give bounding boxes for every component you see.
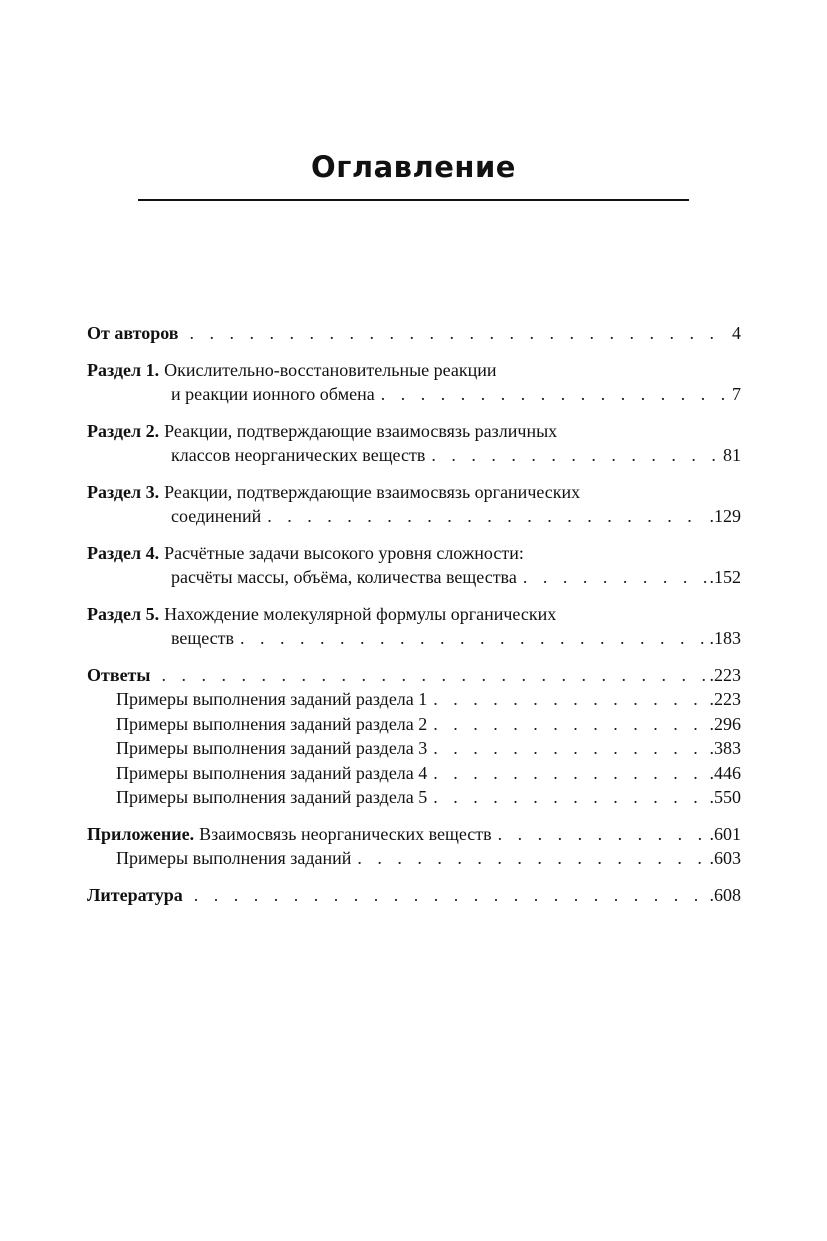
- section-label: Раздел 5.: [87, 603, 160, 624]
- section-label: Раздел 4.: [87, 542, 160, 563]
- toc-subentry[interactable]: [87, 736, 741, 761]
- title-rule: [138, 199, 689, 201]
- page-title: Оглавление: [311, 150, 516, 184]
- dot-leader: [523, 565, 707, 590]
- entry-title-cont: расчёты массы, объёма, количества вещества: [171, 567, 517, 587]
- section-label: Раздел 1.: [87, 359, 160, 380]
- dot-leader: [190, 321, 729, 346]
- toc-entry-section-2[interactable]: [87, 419, 741, 468]
- entry-title: Окислительно-восстановительные реакции: [164, 359, 497, 380]
- page-number: .183: [709, 628, 741, 648]
- page-number: .383: [709, 738, 741, 758]
- toc-subentry[interactable]: [87, 761, 741, 786]
- entry-title: Примеры выполнения заданий раздела 4: [116, 762, 428, 783]
- entry-title: Реакции, подтверждающие взаимосвязь органических: [164, 481, 581, 502]
- entry-title: Расчётные задачи высокого уровня сложности:: [164, 542, 524, 563]
- toc-entry-answers[interactable]: [87, 663, 741, 688]
- entry-title: Нахождение молекулярной формулы органических: [164, 603, 557, 624]
- page-number: 81: [723, 445, 741, 465]
- entry-title: От авторов: [87, 323, 179, 343]
- entry-title-cont: веществ: [171, 628, 235, 648]
- section-label: Раздел 3.: [87, 481, 160, 502]
- toc-subentry[interactable]: [87, 785, 741, 810]
- page-number: 4: [732, 323, 741, 343]
- page-number: .446: [709, 762, 741, 783]
- entry-title: Реакции, подтверждающие взаимосвязь различных: [164, 420, 558, 441]
- dot-leader: [498, 822, 707, 847]
- entry-title: Примеры выполнения заданий раздела 1: [116, 689, 428, 709]
- table-of-contents: [87, 321, 741, 907]
- section-label: Приложение.: [87, 823, 195, 844]
- dot-leader: [161, 663, 706, 688]
- page-number: .550: [709, 787, 741, 807]
- toc-entry-section-5[interactable]: [87, 602, 741, 651]
- toc-subentry[interactable]: [87, 846, 741, 871]
- entry-title-cont: соединений: [171, 506, 262, 526]
- entry-title: Взаимосвязь неорганических веществ: [199, 823, 492, 844]
- toc-entry-literature[interactable]: [87, 883, 741, 908]
- page-number: .601: [709, 823, 741, 844]
- toc-entry-section-3[interactable]: [87, 480, 741, 529]
- dot-leader: [433, 761, 706, 786]
- toc-entry-authors[interactable]: [87, 321, 741, 346]
- page-number: .223: [709, 664, 741, 685]
- dot-leader: [433, 712, 706, 737]
- toc-entry-section-1[interactable]: [87, 358, 741, 407]
- dot-leader: [381, 382, 729, 407]
- page-number: .603: [709, 848, 741, 868]
- toc-entry-appendix[interactable]: [87, 822, 741, 847]
- dot-leader: [357, 846, 706, 871]
- entry-title: Примеры выполнения заданий раздела 3: [116, 738, 428, 758]
- entry-title-cont: и реакции ионного обмена: [171, 384, 375, 404]
- toc-entry-section-4[interactable]: [87, 541, 741, 590]
- page-number: .223: [709, 689, 741, 709]
- page-number: .152: [709, 567, 741, 587]
- dot-leader: [240, 626, 706, 651]
- dot-leader: [267, 504, 706, 529]
- page-number: .129: [709, 506, 741, 526]
- entry-title: Примеры выполнения заданий раздела 2: [116, 713, 428, 734]
- entry-title: Литература: [87, 884, 183, 905]
- page-number: 7: [732, 384, 741, 404]
- dot-leader: [433, 785, 706, 810]
- entry-title: Примеры выполнения заданий раздела 5: [116, 787, 428, 807]
- toc-subentry[interactable]: [87, 712, 741, 737]
- dot-leader: [431, 443, 720, 468]
- page-number: .608: [709, 884, 741, 905]
- dot-leader: [194, 883, 707, 908]
- dot-leader: [433, 736, 706, 761]
- dot-leader: [433, 687, 706, 712]
- entry-title: Ответы: [87, 664, 151, 685]
- page-number: .296: [709, 713, 741, 734]
- toc-subentry[interactable]: [87, 687, 741, 712]
- entry-title-cont: классов неорганических веществ: [171, 445, 426, 465]
- entry-title: Примеры выполнения заданий: [116, 848, 352, 868]
- section-label: Раздел 2.: [87, 420, 160, 441]
